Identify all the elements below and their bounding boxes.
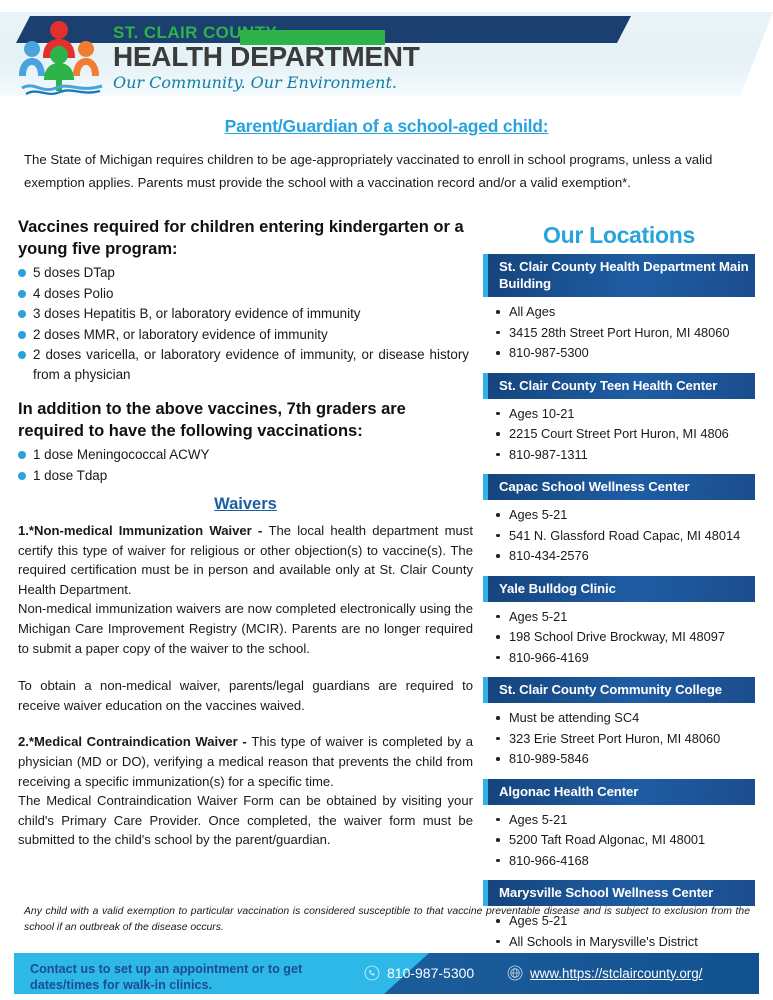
location-card-algonac-health-center xyxy=(483,779,755,872)
exemption-footnote: Any child with a valid exemption to particular vaccination is considered susceptible to that vaccine preventable disease and is subject to exclusion from the school if an outbreak of the disease occurs. xyxy=(24,906,750,933)
list-item: 2215 Court Street Port Huron, MI 4806 xyxy=(483,424,755,445)
location-details xyxy=(483,708,755,770)
list-item: Ages 5-21 xyxy=(483,911,755,932)
left-column xyxy=(18,216,473,850)
list-item: 810-987-1311 xyxy=(483,445,755,466)
footer-phone-number: 810-987-5300 xyxy=(387,965,475,981)
list-item: All Schools in Marysville's District xyxy=(483,932,755,953)
list-item: 5200 Taft Road Algonac, MI 48001 xyxy=(483,830,755,851)
location-details xyxy=(483,505,755,567)
location-card-teen-health-center xyxy=(483,373,755,466)
list-item: Must be attending SC4 xyxy=(483,708,755,729)
page-header xyxy=(0,0,773,108)
location-details xyxy=(483,302,755,364)
waiver-2-paragraph-2: The Medical Contraindication Waiver Form can be obtained by visiting your child's Primary Care Provider. Once completed, the waiver form must be submitted to the child's school by the parent/guardian. xyxy=(18,793,473,848)
waiver-1-paragraph-2: Non-medical immunization waivers are now completed electronically using the Michigan Care Improvement Registry (MCIR). Parents are no longer required to submit a paper copy of the waiver to the school. xyxy=(18,601,473,656)
intro-paragraph: The State of Michigan requires children to be age-appropriately vaccinated to enroll in school programs, unless a valid exemption applies. Parents must provide the school with a vaccination record and/or a valid exemption*. xyxy=(24,152,713,190)
globe-icon xyxy=(507,965,523,981)
list-item: 810-987-5300 xyxy=(483,343,755,364)
phone-icon xyxy=(364,965,380,981)
brand-tagline: Our Community. Our Environment. xyxy=(113,73,397,92)
list-item: 2 doses MMR, or laboratory evidence of immunity xyxy=(18,325,473,345)
kindergarten-heading: Vaccines required for children entering kindergarten or a young five program: xyxy=(18,218,464,258)
location-details xyxy=(483,607,755,669)
location-card-capac-school-wellness-center xyxy=(483,474,755,567)
footer-website-url: www.https://stclaircounty.org/ xyxy=(530,965,703,981)
list-item: 541 N. Glassford Road Capac, MI 48014 xyxy=(483,526,755,547)
list-item: 810-434-2576 xyxy=(483,546,755,567)
waiver-1-paragraph-3: To obtain a non-medical waiver, parents/legal guardians are required to receive waiver education on the vaccines waived. xyxy=(18,678,473,713)
list-item: All Ages xyxy=(483,302,755,323)
seventh-grade-vaccine-list xyxy=(18,445,473,485)
seventh-grade-heading: In addition to the above vaccines, 7th graders are required to have the following vaccinations: xyxy=(18,400,406,440)
health-department-logo-icon xyxy=(16,18,108,96)
list-item: 323 Erie Street Port Huron, MI 48060 xyxy=(483,729,755,750)
location-details xyxy=(483,404,755,466)
list-item: 5 doses DTap xyxy=(18,263,473,283)
list-item: Ages 5-21 xyxy=(483,810,755,831)
list-item: 810-966-4169 xyxy=(483,648,755,669)
list-item: 4 doses Polio xyxy=(18,284,473,304)
waivers-heading: Waivers xyxy=(214,495,277,513)
footer-contact-message: Contact us to set up an appointment or to get dates/times for walk-in clinics. xyxy=(30,962,303,992)
list-item: 810-966-4168 xyxy=(483,851,755,872)
location-card-yale-bulldog-clinic xyxy=(483,576,755,669)
waiver-2-paragraph xyxy=(18,732,473,791)
brand-line-county: ST. CLAIR COUNTY xyxy=(113,23,278,42)
list-item: Ages 10-21 xyxy=(483,404,755,425)
waiver-1-label: 1.*Non-medical Immunization Waiver - xyxy=(18,523,269,538)
waiver-2-text: This type of waiver is completed by a physician (MD or DO), verifying a medical reason that prevents the child from receiving a specific immunization(s) for a specific time. xyxy=(18,734,473,789)
locations-column xyxy=(483,222,755,982)
brand-line-department: HEALTH DEPARTMENT xyxy=(113,41,420,72)
location-name: Algonac Health Center xyxy=(483,779,755,805)
location-card-main-building xyxy=(483,254,755,364)
locations-title: Our Locations xyxy=(542,222,695,248)
location-name: St. Clair County Teen Health Center xyxy=(483,373,755,399)
location-name: Marysville School Wellness Center xyxy=(483,880,755,906)
location-name: Capac School Wellness Center xyxy=(483,474,755,500)
location-name: St. Clair County Community College xyxy=(483,677,755,703)
waiver-2-label: 2.*Medical Contraindication Waiver - xyxy=(18,734,252,750)
list-item: 1 dose Tdap xyxy=(18,466,473,486)
list-item: 1 dose Meningococcal ACWY xyxy=(18,445,473,465)
list-item: 2 doses varicella, or laboratory evidence of immunity, or disease history from a physician xyxy=(18,345,473,384)
list-item: Ages 5-21 xyxy=(483,607,755,628)
page-title: Parent/Guardian of a school-aged child: xyxy=(224,116,549,136)
list-item: 810-989-5846 xyxy=(483,749,755,770)
page-footer xyxy=(14,953,759,1000)
list-item: 198 School Drive Brockway, MI 48097 xyxy=(483,627,755,648)
waiver-1-paragraph xyxy=(18,521,473,599)
footer-phone[interactable] xyxy=(364,965,474,981)
location-card-community-college xyxy=(483,677,755,770)
footer-website-link[interactable] xyxy=(507,965,702,981)
location-name: St. Clair County Health Department Main Building xyxy=(483,254,755,297)
kindergarten-vaccine-list xyxy=(18,263,473,384)
list-item: 3 doses Hepatitis B, or laboratory evidence of immunity xyxy=(18,304,473,324)
waiver-1-text: The local health department must certify this type of waiver for religious or other objection(s) to vaccine(s). The required certification must be in person and available only at St. Clair County Health Department. xyxy=(18,523,473,597)
location-details xyxy=(483,810,755,872)
list-item: Ages 5-21 xyxy=(483,505,755,526)
list-item: 3415 28th Street Port Huron, MI 48060 xyxy=(483,323,755,344)
location-name: Yale Bulldog Clinic xyxy=(483,576,755,602)
brand-wordmark xyxy=(113,24,420,92)
